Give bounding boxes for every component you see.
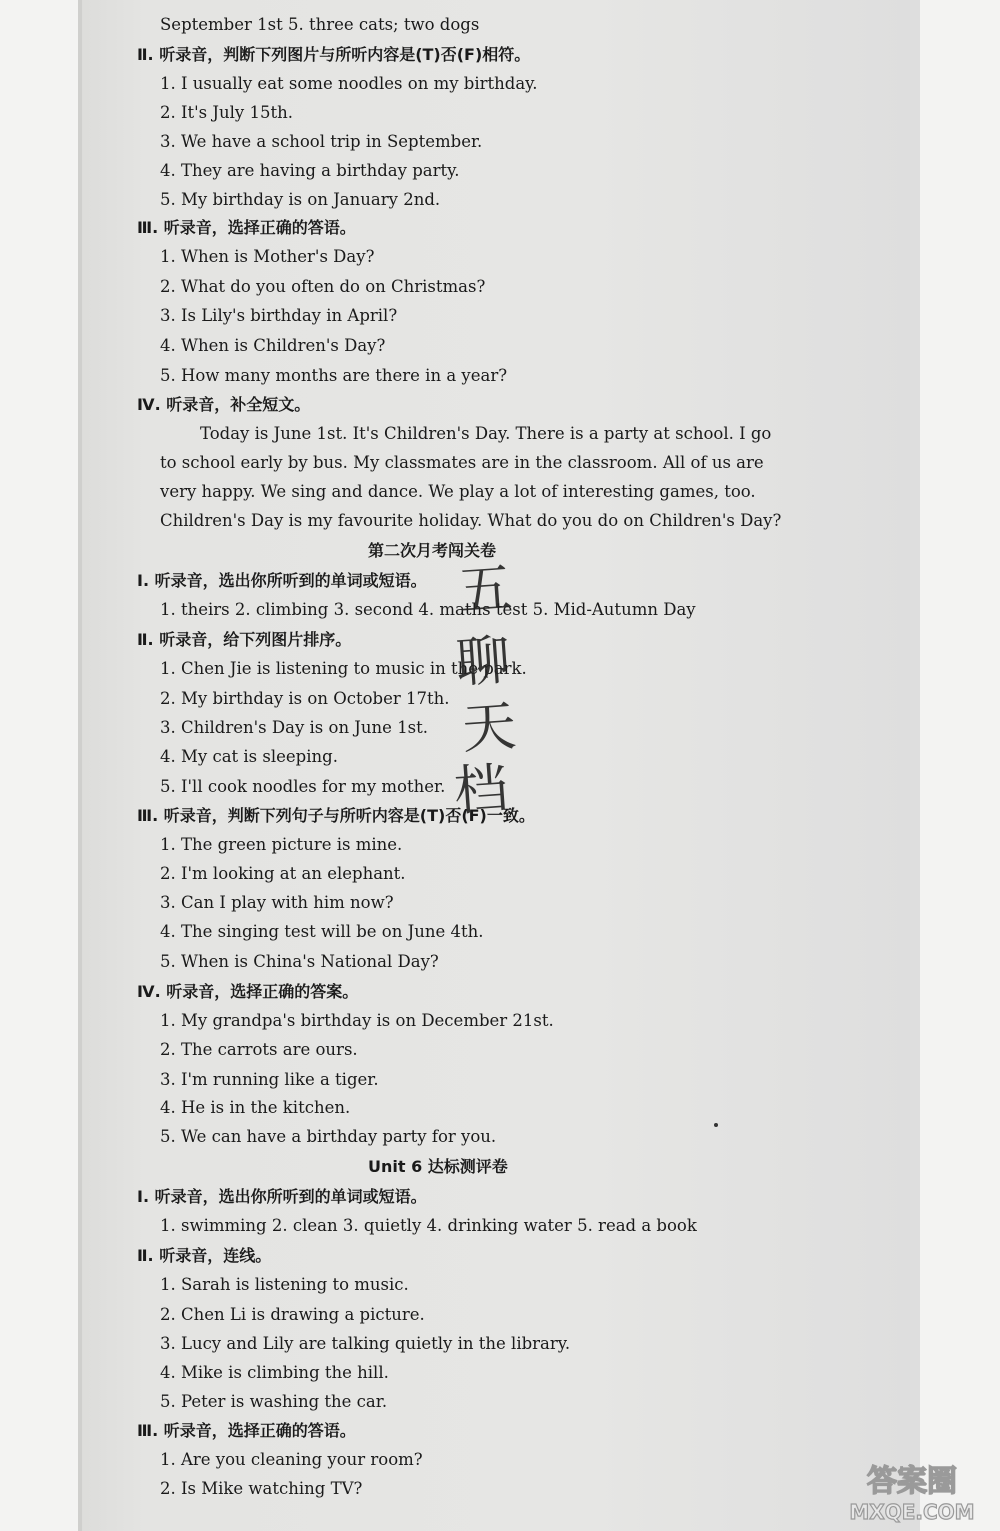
section-heading: Ⅱ. 听录音，判断下列图片与所听内容是(T)否(F)相符。 xyxy=(137,45,531,64)
text-line: 3. I'm running like a tiger. xyxy=(160,1070,379,1089)
text-line: 4. My cat is sleeping. xyxy=(160,747,338,766)
text-line: 1. Are you cleaning your room? xyxy=(160,1450,423,1469)
handwriting-char-2: 聊 xyxy=(453,628,513,695)
text-line: 4. The singing test will be on June 4th. xyxy=(160,922,484,941)
text-line: Today is June 1st. It's Children's Day. There is a party at school. I go xyxy=(200,424,772,443)
text-line: 1. I usually eat some noodles on my birthday. xyxy=(160,74,538,93)
section-heading: Ⅱ. 听录音，给下列图片排序。 xyxy=(137,630,352,649)
section-heading: Ⅳ. 听录音，选择正确的答案。 xyxy=(137,982,359,1001)
watermark-top-text: 答案圈 xyxy=(867,1464,957,1499)
text-line: 4. When is Children's Day? xyxy=(160,336,386,355)
text-line: 5. How many months are there in a year? xyxy=(160,366,508,385)
section-heading: Ⅲ. 听录音，选择正确的答语。 xyxy=(137,218,356,237)
text-line: 2. Chen Li is drawing a picture. xyxy=(160,1305,425,1324)
handwriting-char-4: 档 xyxy=(451,756,511,823)
section-heading: Ⅳ. 听录音，补全短文。 xyxy=(137,395,311,414)
text-line: September 1st 5. three cats; two dogs xyxy=(160,15,480,34)
section-heading: Ⅰ. 听录音，选出你所听到的单词或短语。 xyxy=(137,1187,427,1206)
paper-title: Unit 6 达标测评卷 xyxy=(368,1157,508,1176)
text-line: 2. Is Mike watching TV? xyxy=(160,1479,363,1498)
text-line: 3. Lucy and Lily are talking quietly in the library. xyxy=(160,1334,571,1353)
text-line: Children's Day is my favourite holiday. What do you do on Children's Day? xyxy=(160,511,782,530)
text-line: 5. Peter is washing the car. xyxy=(160,1392,388,1411)
text-line: 3. Children's Day is on June 1st. xyxy=(160,718,429,737)
text-line: 5. My birthday is on January 2nd. xyxy=(160,190,441,209)
section-heading: Ⅲ. 听录音，选择正确的答语。 xyxy=(137,1421,356,1440)
text-line: 5. I'll cook noodles for my mother. xyxy=(160,777,446,796)
text-line: 2. The carrots are ours. xyxy=(160,1040,358,1059)
watermark-bottom-text: MXQE.COM xyxy=(849,1500,975,1524)
text-line: 5. We can have a birthday party for you. xyxy=(160,1127,497,1146)
watermark-logo xyxy=(832,1455,992,1525)
text-line: 1. When is Mother's Day? xyxy=(160,247,375,266)
text-line: 3. Can I play with him now? xyxy=(160,893,394,912)
text-line: 1. The green picture is mine. xyxy=(160,835,403,854)
text-line: 5. When is China's National Day? xyxy=(160,952,439,971)
text-line: 4. He is in the kitchen. xyxy=(160,1098,351,1117)
text-line: 1. Sarah is listening to music. xyxy=(160,1275,409,1294)
text-line: 2. It's July 15th. xyxy=(160,103,293,122)
text-line: 4. Mike is climbing the hill. xyxy=(160,1363,389,1382)
text-line: 2. What do you often do on Christmas? xyxy=(160,277,486,296)
section-heading: Ⅱ. 听录音，连线。 xyxy=(137,1246,272,1265)
text-line: to school early by bus. My classmates are in the classroom. All of us are xyxy=(160,453,764,472)
text-line: 1. My grandpa's birthday is on December 21st. xyxy=(160,1011,554,1030)
text-line: 1. Chen Jie is listening to music in the park. xyxy=(160,659,527,678)
text-line: 3. Is Lily's birthday in April? xyxy=(160,306,398,325)
text-line: very happy. We sing and dance. We play a lot of interesting games, too. xyxy=(160,482,756,501)
ink-dot xyxy=(714,1123,718,1127)
section-heading: Ⅰ. 听录音，选出你所听到的单词或短语。 xyxy=(137,571,427,590)
page-spine-shadow xyxy=(78,0,82,1531)
text-line: 1. theirs 2. climbing 3. second 4. maths test 5. Mid-Autumn Day xyxy=(160,600,696,619)
text-line: 4. They are having a birthday party. xyxy=(160,161,460,180)
text-line: 3. We have a school trip in September. xyxy=(160,132,483,151)
handwriting-char-3: 天 xyxy=(459,694,519,761)
section-heading: Ⅲ. 听录音，判断下列句子与所听内容是(T)否(F)一致。 xyxy=(137,806,535,825)
paper-title: 第二次月考闯关卷 xyxy=(368,541,497,560)
handwriting-char-1: 五 xyxy=(455,556,515,623)
text-line: 1. swimming 2. clean 3. quietly 4. drinking water 5. read a book xyxy=(160,1216,697,1235)
text-line: 2. My birthday is on October 17th. xyxy=(160,689,450,708)
text-line: 2. I'm looking at an elephant. xyxy=(160,864,406,883)
